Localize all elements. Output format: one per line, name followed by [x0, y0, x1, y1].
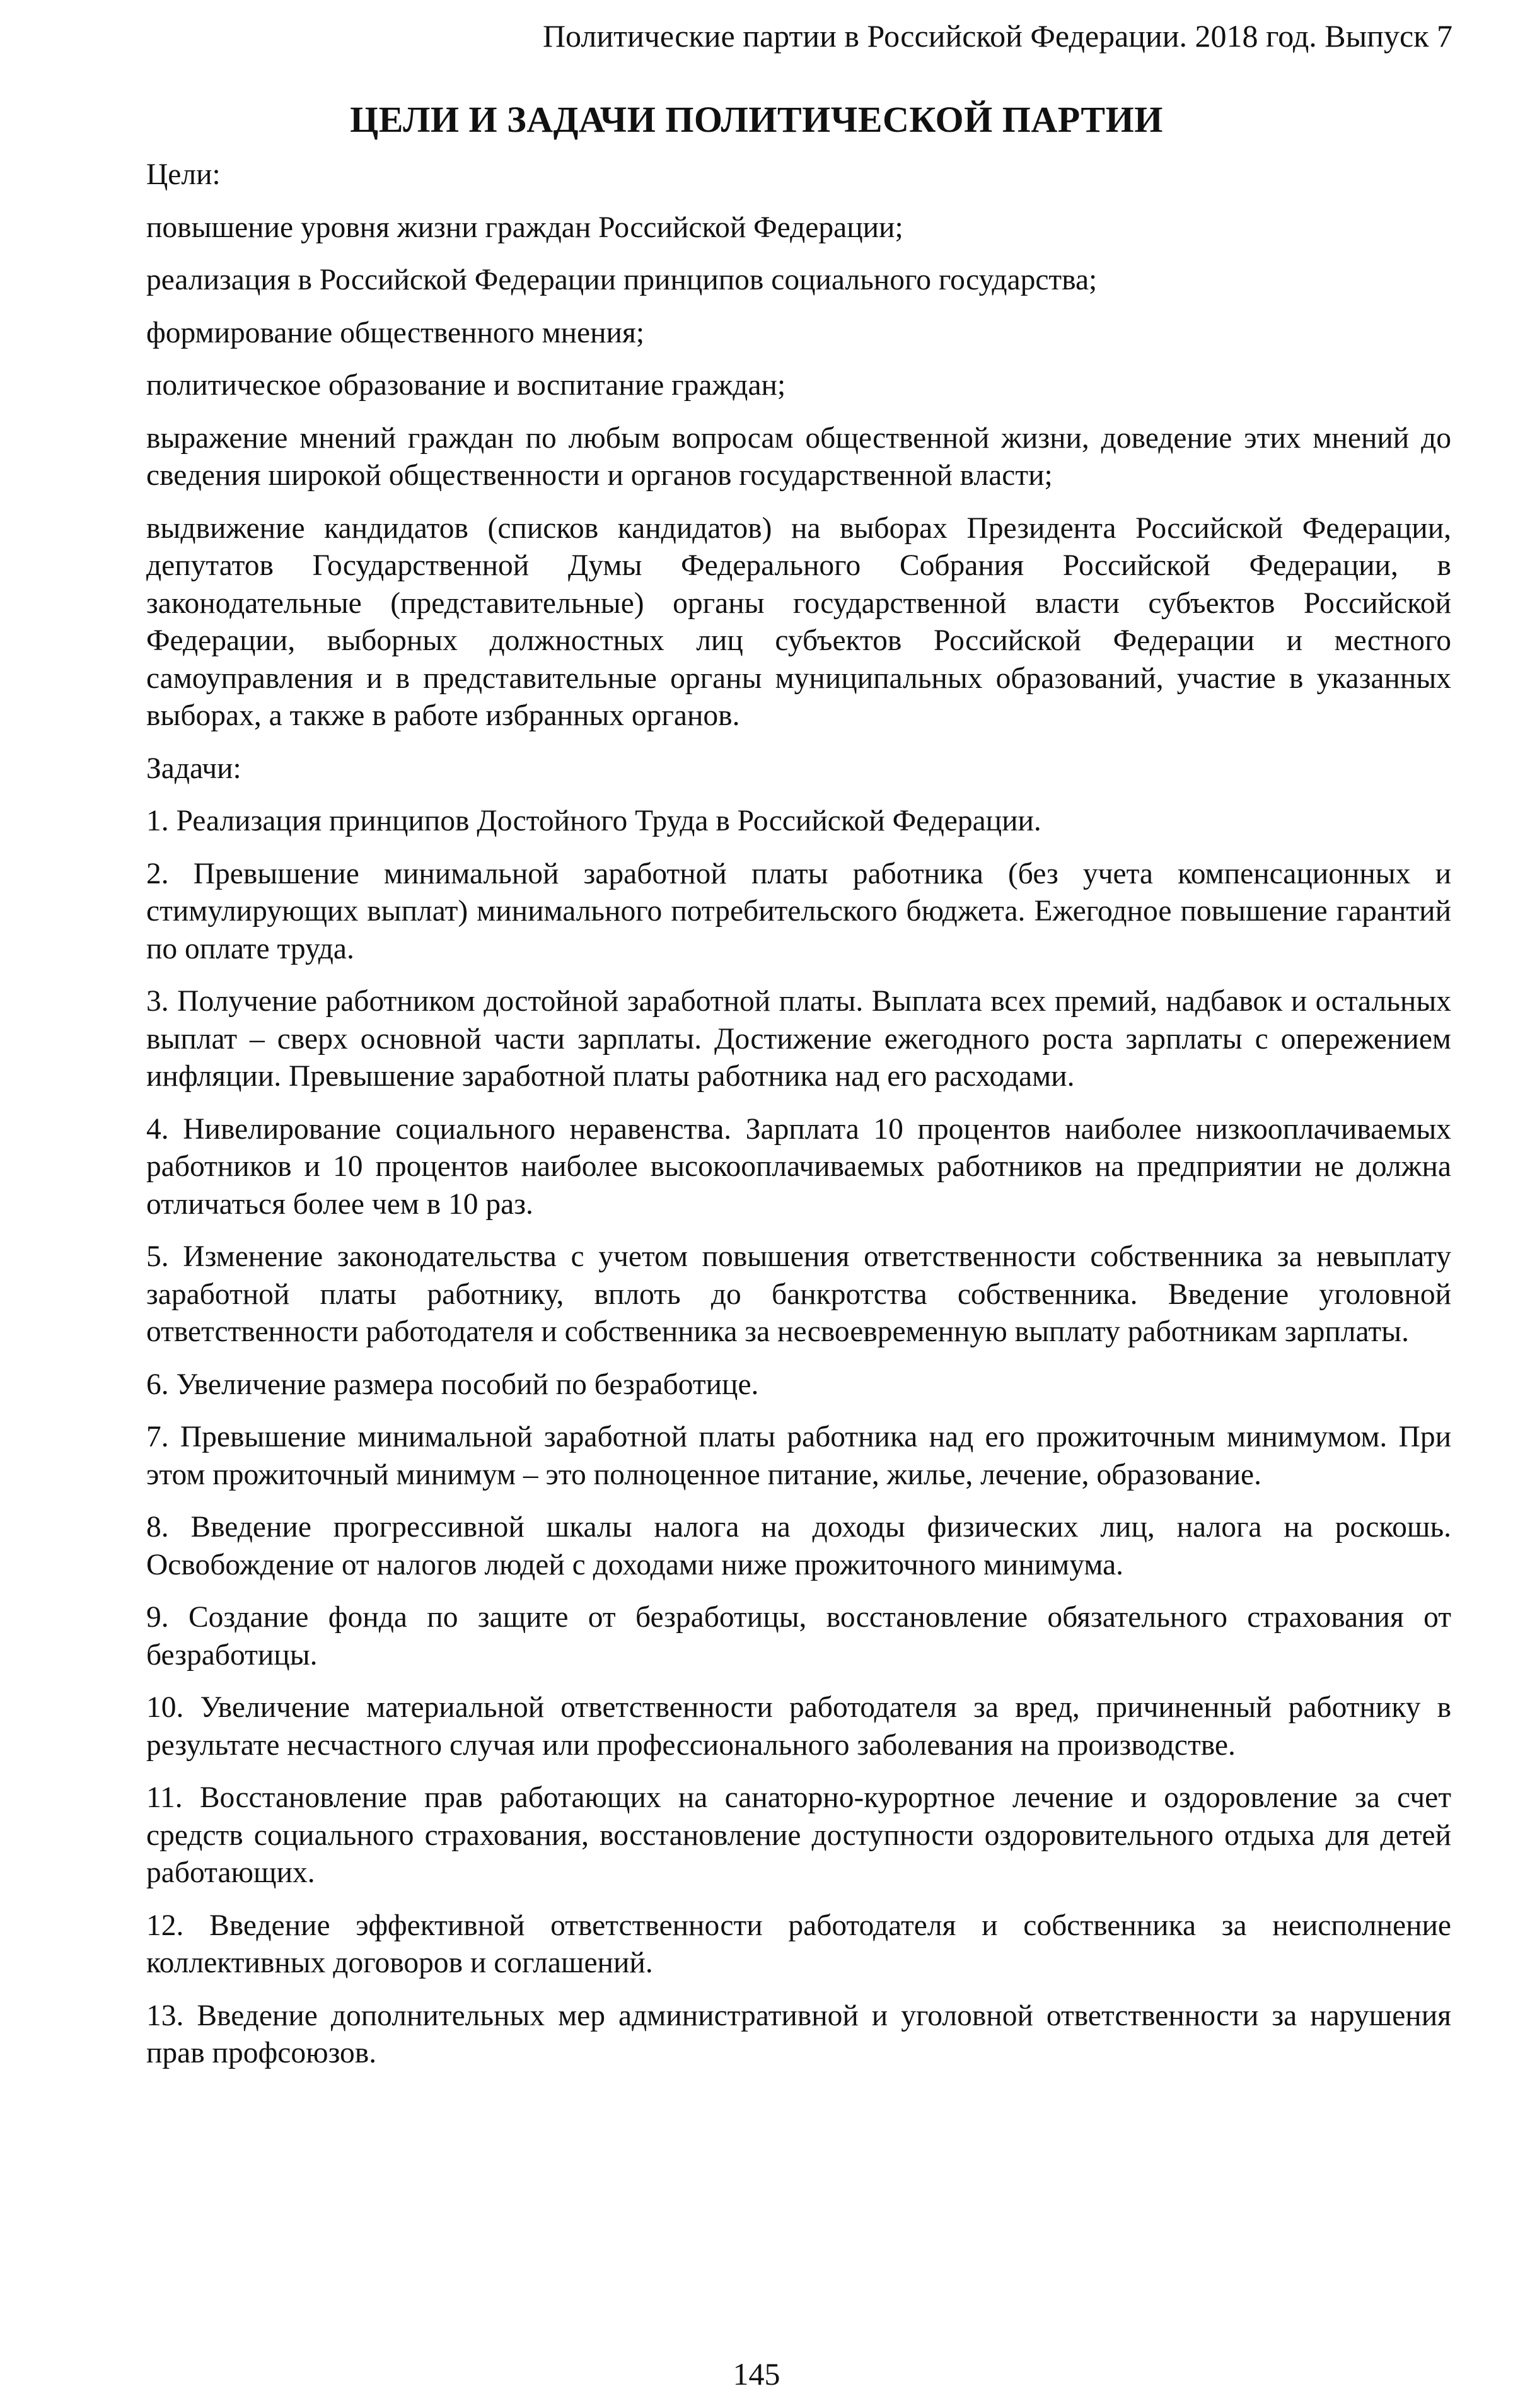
task-item: 7. Превышение минимальной заработной платы работника над его прожиточным минимумом. При этом прожиточный минимум – это полноценное питание, жилье, лечение, образование. [146, 1421, 1451, 1491]
goal-item: реализация в Российской Федерации принципов социального государства; [146, 264, 1098, 296]
task-item: 8. Введение прогрессивной шкалы налога на доходы физических лиц, налога на роскошь. Освобождение от налогов людей с доходами ниже прожиточного минимума. [146, 1511, 1451, 1581]
task-item: 5. Изменение законодательства с учетом повышения ответственности собственника за невыплату заработной платы работнику, вплоть до банкротства собственника. Введение уголовной ответственности работодателя и собственника за несвоевременную выплату работникам зарплаты. [146, 1240, 1451, 1348]
goal-item: политическое образование и воспитание граждан; [146, 369, 786, 402]
page-title: ЦЕЛИ И ЗАДАЧИ ПОЛИТИЧЕСКОЙ ПАРТИИ [350, 99, 1163, 140]
document-body [146, 156, 1451, 2088]
task-item: 1. Реализация принципов Достойного Труда в Российской Федерации. [146, 805, 1041, 837]
task-item: 13. Введение дополнительных мер административной и уголовной ответственности за нарушения прав профсоюзов. [146, 1999, 1451, 2069]
task-item: 10. Увеличение материальной ответственности работодателя за вред, причиненный работнику в результате несчастного случая или профессионального заболевания на производстве. [146, 1691, 1451, 1762]
task-item: 12. Введение эффективной ответственности работодателя и собственника за неисполнение коллективных договоров и соглашений. [146, 1909, 1451, 1979]
goal-item: выдвижение кандидатов (списков кандидатов) на выборах Президента Российской Федерации, депутатов Государственной Думы Федерального Собрания Российской Федерации, в законодательные (представительные) органы государственной власти субъектов Российской Федерации, выборных должностных лиц субъектов Российской Федерации и местного самоуправления и в представительные органы муниципальных образований, участие в указанных выборах, а также в работе избранных органов. [146, 511, 1451, 732]
tasks-label: Задачи: [146, 752, 241, 785]
goal-item: выражение мнений граждан по любым вопросам общественной жизни, доведение этих мнений до сведения широкой общественности и органов государственной власти; [146, 421, 1451, 492]
task-item: 6. Увеличение размера пособий по безработице. [146, 1368, 759, 1401]
task-item: 3. Получение работником достойной заработной платы. Выплата всех премий, надбавок и остальных выплат – сверх основной части зарплаты. Достижение ежегодного роста зарплаты с опережением инфляции. Превышение заработной платы работника над его расходами. [146, 985, 1451, 1093]
running-header: Политические партии в Российской Федерации. 2018 год. Выпуск 7 [542, 18, 1452, 54]
task-item: 4. Нивелирование социального неравенства. Зарплата 10 процентов наиболее низкооплачиваемых работников и 10 процентов наиболее высокооплачиваемых работников на предприятии не должна отличаться более чем в 10 раз. [146, 1112, 1451, 1221]
task-item: 9. Создание фонда по защите от безработицы, восстановление обязательного страхования от безработицы. [146, 1601, 1451, 1672]
task-item: 2. Превышение минимальной заработной платы работника (без учета компенсационных и стимулирующих выплат) минимального потребительского бюджета. Ежегодное повышение гарантий по оплате труда. [146, 857, 1451, 965]
goals-label: Цели: [146, 158, 221, 191]
goal-item: повышение уровня жизни граждан Российской Федерации; [146, 211, 903, 244]
goal-item: формирование общественного мнения; [146, 316, 645, 349]
page-number: 145 [733, 2356, 780, 2392]
task-item: 11. Восстановление прав работающих на санаторно-курортное лечение и оздоровление за счет средств социального страхования, восстановление доступности оздоровительного отдыха для детей работающих. [146, 1781, 1451, 1889]
